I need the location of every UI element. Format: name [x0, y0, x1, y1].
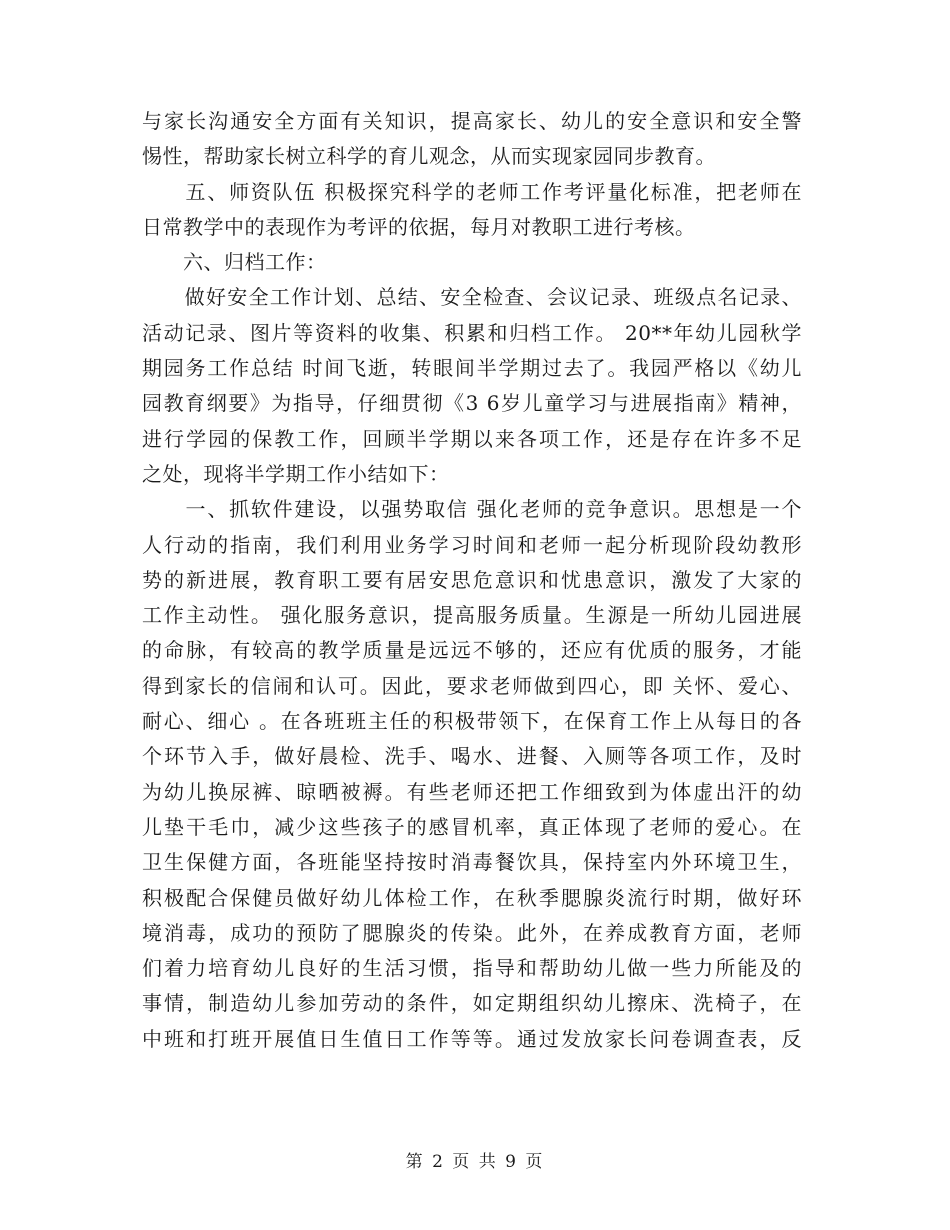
- text-line: 五、师资队伍 积极探究科学的老师工作考评量化标准，把老师在: [142, 179, 802, 204]
- text-line: 势的新进展，教育职工要有居安思危意识和忧患意识，激发了大家的: [142, 567, 802, 592]
- text-line: 的命脉，有较高的教学质量是远远不够的，还应有优质的服务，才能: [142, 638, 802, 663]
- text-line: 之处，现将半学期工作小结如下：: [142, 461, 450, 486]
- text-line: 卫生保健方面，各班能坚持按时消毒餐饮具，保持室内外环境卫生，: [142, 850, 802, 875]
- text-line: 一、抓软件建设，以强势取信 强化老师的竞争意识。思想是一个: [142, 497, 802, 522]
- text-line: 中班和打班开展值日生值日工作等等。通过发放家长问卷调查表，反: [142, 1026, 802, 1051]
- text-line: 耐心、细心 。在各班班主任的积极带领下，在保育工作上从每日的各: [142, 709, 802, 734]
- text-line: 日常教学中的表现作为考评的依据，每月对教职工进行考核。: [142, 214, 696, 239]
- text-line: 期园务工作总结 时间飞逝，转眼间半学期过去了。我园严格以《幼儿: [142, 356, 802, 381]
- text-line: 人行动的指南，我们利用业务学习时间和老师一起分析现阶段幼教形: [142, 532, 802, 557]
- text-line: 进行学园的保教工作，回顾半学期以来各项工作，还是存在许多不足: [142, 426, 802, 451]
- page-number-footer: 第 2 页 共 9 页: [405, 1152, 545, 1172]
- text-line: 事情，制造幼儿参加劳动的条件，如定期组织幼儿擦床、洗椅子，在: [142, 991, 802, 1016]
- text-line: 做好安全工作计划、总结、安全检查、会议记录、班级点名记录、: [142, 285, 802, 310]
- text-line: 活动记录、图片等资料的收集、积累和归档工作。 20**年幼儿园秋学: [142, 320, 802, 345]
- text-line: 工作主动性。 强化服务意识，提高服务质量。生源是一所幼儿园进展: [142, 603, 802, 628]
- text-line: 境消毒，成功的预防了腮腺炎的传染。此外，在养成教育方面，老师: [142, 920, 802, 945]
- text-line: 园教育纲要》为指导，仔细贯彻《3 6岁儿童学习与进展指南》精神，: [142, 391, 802, 416]
- text-line: 得到家长的信闹和认可。因此，要求老师做到四心，即 关怀、爱心、: [142, 673, 802, 698]
- text-line: 六、归档工作：: [142, 250, 327, 275]
- text-line: 儿垫干毛巾，减少这些孩子的感冒机率，真正体现了老师的爱心。在: [142, 814, 802, 839]
- text-line: 个环节入手，做好晨检、洗手、喝水、进餐、入厕等各项工作，及时: [142, 744, 802, 769]
- text-line: 们着力培育幼儿良好的生活习惯，指导和帮助幼儿做一些力所能及的: [142, 956, 802, 981]
- text-line: 积极配合保健员做好幼儿体检工作，在秋季腮腺炎流行时期，做好环: [142, 885, 802, 910]
- text-line: 惕性，帮助家长树立科学的育儿观念，从而实现家园同步教育。: [142, 144, 716, 169]
- text-line: 与家长沟通安全方面有关知识，提高家长、幼儿的安全意识和安全警: [142, 109, 802, 133]
- document-body: [142, 104, 802, 1057]
- text-line: 为幼儿换尿裤、晾晒被褥。有些老师还把工作细致到为体虚出汗的幼: [142, 779, 802, 804]
